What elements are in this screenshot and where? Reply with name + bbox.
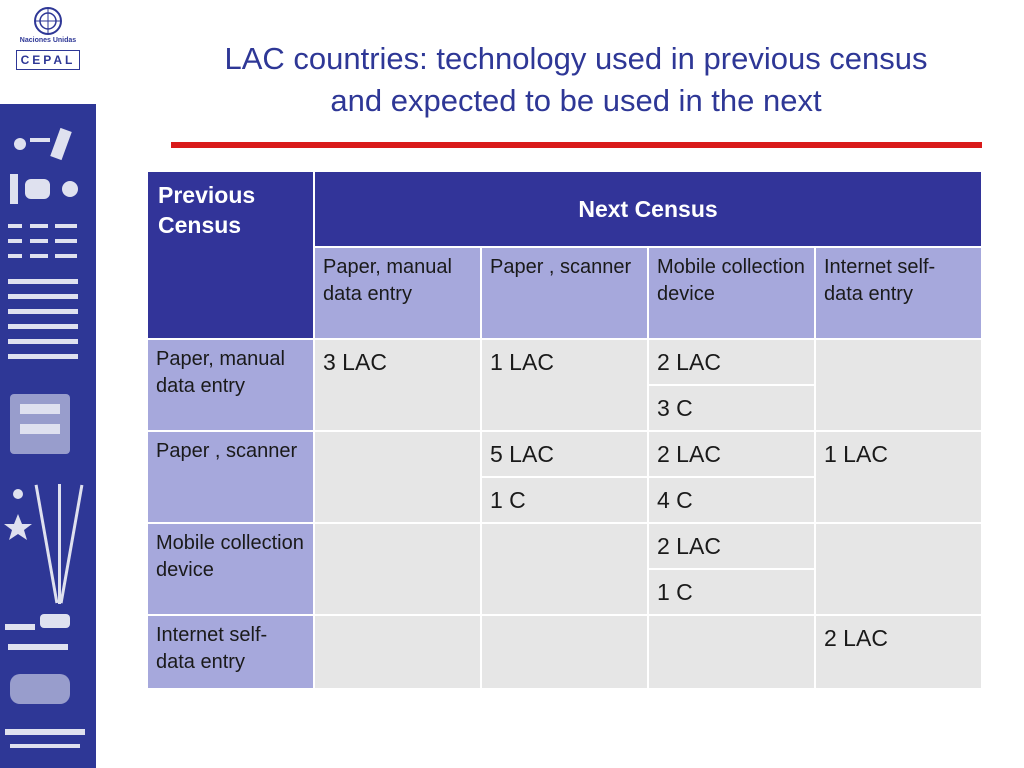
petroglyph-decoration-icon xyxy=(0,104,96,768)
column-header: Mobile collection device xyxy=(648,247,815,339)
table-cell: 1 C xyxy=(648,569,815,615)
slide-title xyxy=(170,38,982,122)
table-cell: 4 C xyxy=(648,477,815,523)
column-header: Paper, manual data entry xyxy=(314,247,481,339)
title-divider xyxy=(171,142,982,148)
table-cell xyxy=(481,615,648,689)
table-cell: 5 LAC xyxy=(481,431,648,477)
table-cell xyxy=(481,523,648,615)
next-census-header: Next Census xyxy=(314,171,982,247)
column-header: Paper , scanner xyxy=(481,247,648,339)
table-cell: 1 LAC xyxy=(815,431,982,523)
table-cell xyxy=(314,431,481,523)
org-acronym: CEPAL xyxy=(16,50,80,70)
row-header: Mobile collection device xyxy=(147,523,314,615)
table-cell xyxy=(314,523,481,615)
table-cell: 1 LAC xyxy=(481,339,648,431)
table-cell: 2 LAC xyxy=(815,615,982,689)
table-cell xyxy=(815,339,982,431)
org-name: Naciones Unidas xyxy=(19,37,77,44)
table-cell xyxy=(314,615,481,689)
table-cell: 3 LAC xyxy=(314,339,481,431)
table-cell: 2 LAC xyxy=(648,431,815,477)
un-emblem-icon xyxy=(33,6,63,36)
row-header: Paper , scanner xyxy=(147,431,314,523)
table-cell: 2 LAC xyxy=(648,523,815,569)
row-header: Paper, manual data entry xyxy=(147,339,314,431)
table-cell xyxy=(815,523,982,615)
table-cell xyxy=(648,615,815,689)
census-technology-table xyxy=(146,170,983,690)
previous-census-header: Previous Census xyxy=(147,171,314,339)
table-cell: 2 LAC xyxy=(648,339,815,385)
title-line-2: and expected to be used in the next xyxy=(330,83,822,118)
decorative-sidebar xyxy=(0,104,96,768)
cepal-logo xyxy=(14,6,82,96)
title-line-1: LAC countries: technology used in previous census xyxy=(224,41,928,76)
row-header: Internet self-data entry xyxy=(147,615,314,689)
table-cell: 1 C xyxy=(481,477,648,523)
table-cell: 3 C xyxy=(648,385,815,431)
column-header: Internet self-data entry xyxy=(815,247,982,339)
